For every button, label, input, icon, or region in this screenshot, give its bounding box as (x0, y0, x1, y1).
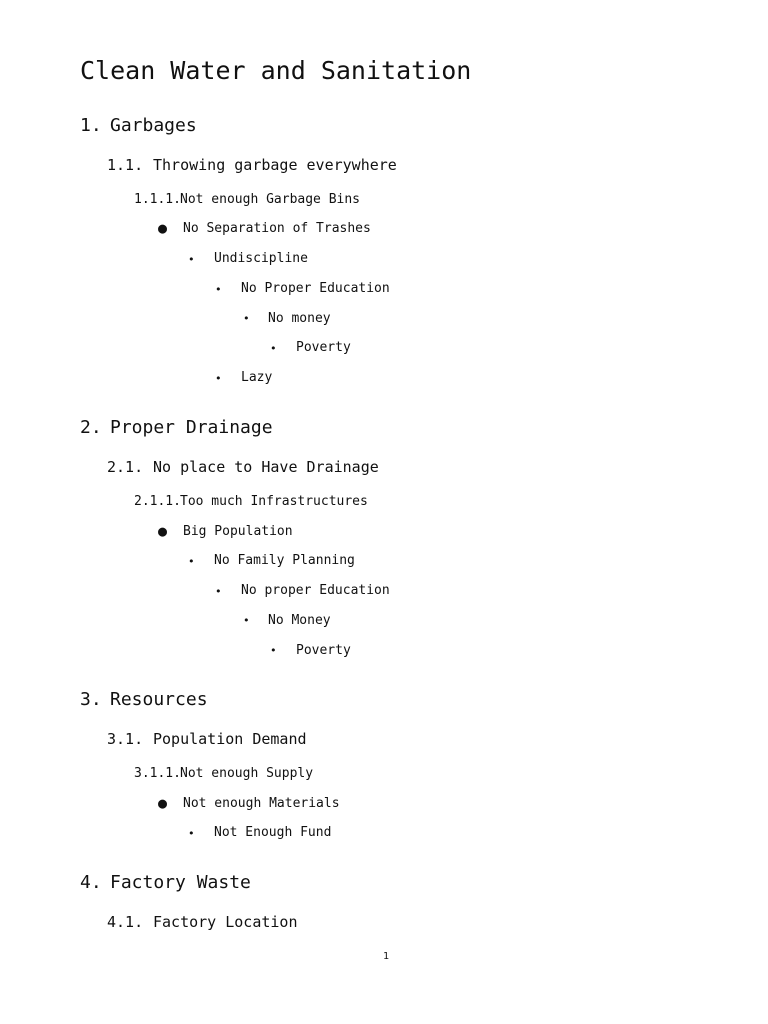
bullet-item: Undiscipline (214, 251, 308, 266)
bullet-dot: • (188, 827, 195, 840)
subsub-text: Too much Infrastructures (180, 494, 368, 509)
bullet-item: Not enough Materials (183, 796, 340, 811)
section-heading: Factory Waste (110, 872, 251, 893)
subheading-text: Throwing garbage everywhere (153, 156, 397, 174)
bullet-item: Poverty (296, 340, 351, 355)
subheading-text: Factory Location (153, 913, 298, 931)
bullet-item: No Family Planning (214, 553, 355, 568)
bullet-dot: • (188, 253, 195, 266)
bullet-item: Lazy (241, 370, 273, 385)
bullet-dot: • (188, 555, 195, 568)
page-number: 1 (383, 951, 390, 962)
subsub-text: Not enough Garbage Bins (180, 192, 361, 207)
bullet-item: No money (268, 311, 331, 326)
subsub-number: 3.1.1. (134, 766, 181, 781)
bullet-item: Not Enough Fund (214, 825, 332, 840)
subheading-number: 4.1. (107, 913, 144, 931)
subsub-text: Not enough Supply (180, 766, 314, 781)
section-heading: Proper Drainage (110, 417, 273, 438)
bullet-item: Poverty (296, 643, 351, 658)
section-heading: Garbages (110, 115, 197, 136)
subsub-number: 1.1.1. (134, 192, 181, 207)
bullet-dot: • (243, 312, 250, 325)
section-number: 2. (80, 417, 102, 438)
subheading-text: Population Demand (153, 730, 307, 748)
subheading-number: 3.1. (107, 730, 144, 748)
page-title: Clean Water and Sanitation (80, 56, 472, 85)
subheading-number: 2.1. (107, 458, 144, 476)
bullet-dot: • (270, 342, 277, 355)
subsub-number: 2.1.1. (134, 494, 181, 509)
bullet-dot: • (215, 283, 222, 296)
section-number: 4. (80, 872, 102, 893)
bullet-dot: • (215, 585, 222, 598)
bullet-item: No proper Education (241, 583, 390, 598)
section-number: 1. (80, 115, 102, 136)
bullet-dot: ● (158, 219, 168, 237)
bullet-item: Big Population (183, 524, 293, 539)
bullet-item: No Proper Education (241, 281, 390, 296)
section-number: 3. (80, 689, 102, 710)
bullet-dot: • (215, 372, 222, 385)
bullet-dot: • (243, 614, 250, 627)
bullet-dot: ● (158, 522, 168, 540)
subheading-text: No place to Have Drainage (153, 458, 379, 476)
subheading-number: 1.1. (107, 156, 144, 174)
bullet-item: No Separation of Trashes (183, 221, 371, 236)
bullet-item: No Money (268, 613, 331, 628)
bullet-dot: • (270, 644, 277, 657)
section-heading: Resources (110, 689, 208, 710)
bullet-dot: ● (158, 794, 168, 812)
